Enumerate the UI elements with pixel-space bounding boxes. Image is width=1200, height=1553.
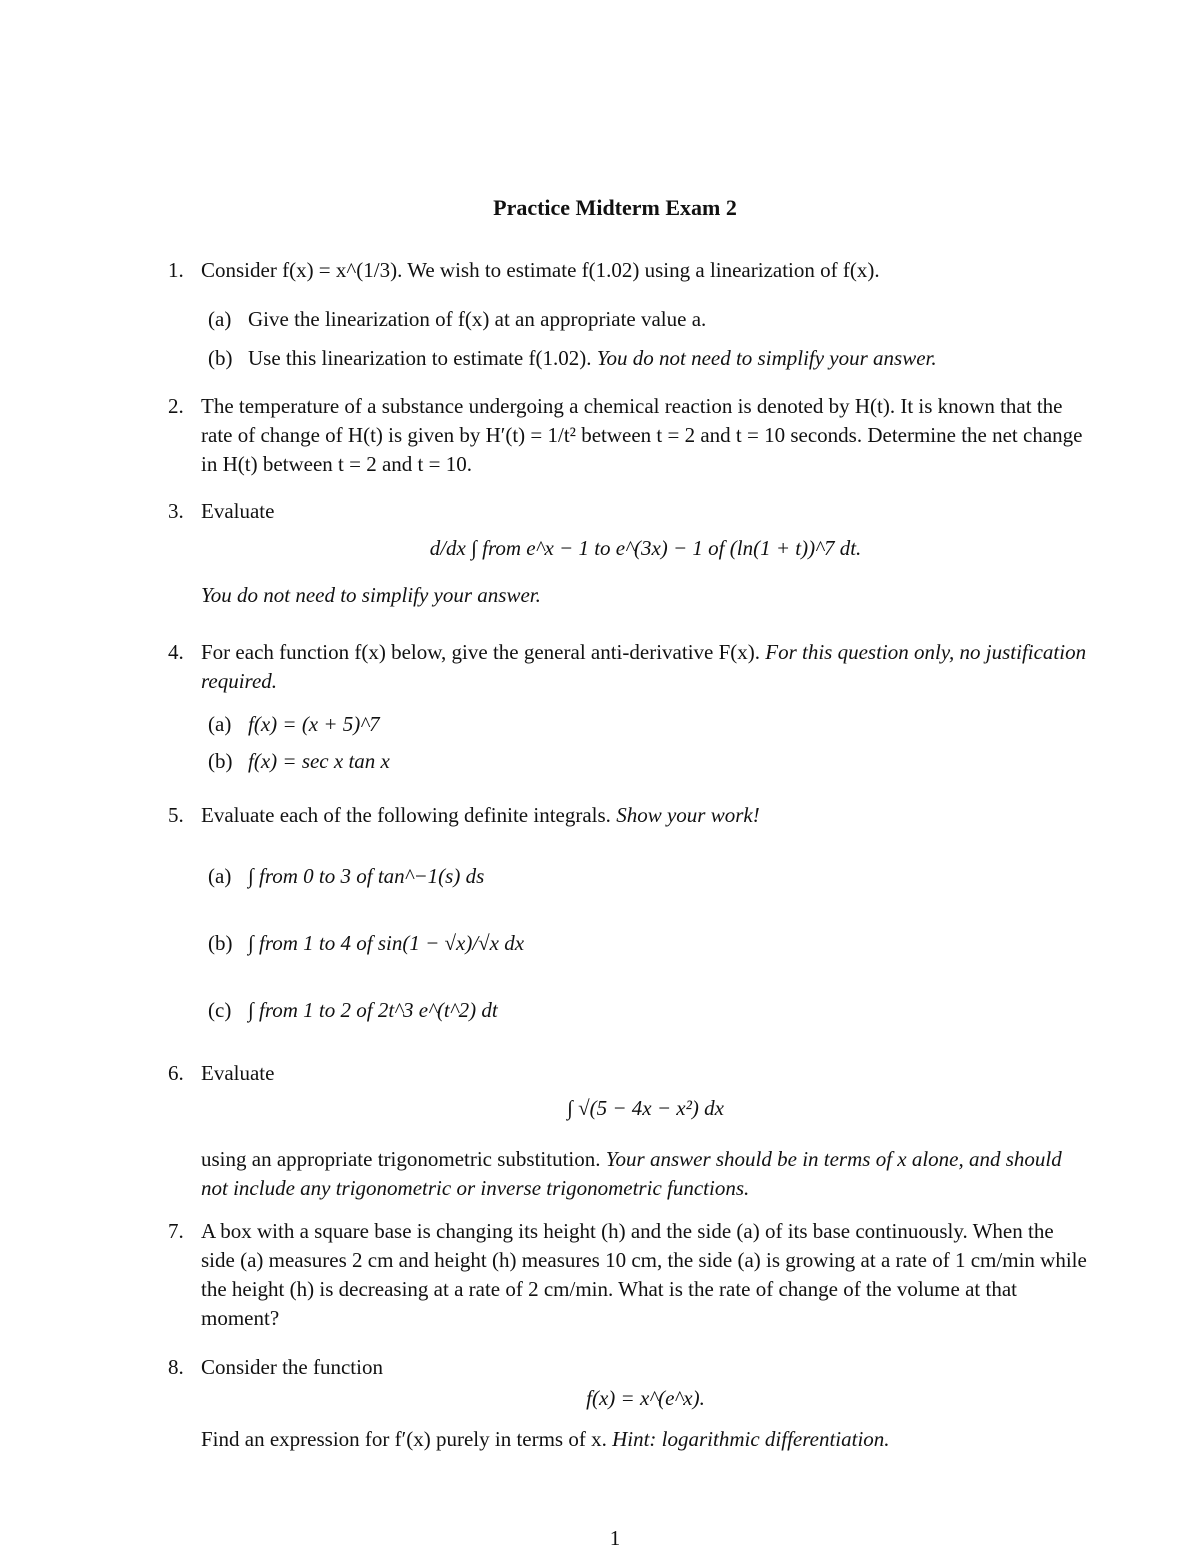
question-5-part-c	[208, 996, 1090, 1025]
question-number: 8.	[168, 1355, 184, 1379]
part-label: (a)	[208, 307, 232, 331]
question-1-part-a	[208, 305, 1090, 334]
question-text: For each function f(x) below, give the general anti-derivative F(x).	[201, 640, 761, 664]
question-number: 5.	[168, 803, 184, 827]
question-note: Hint: logarithmic differentiation.	[612, 1427, 890, 1451]
question-text: Consider the function	[201, 1355, 383, 1379]
question-text: Evaluate	[201, 1061, 275, 1085]
question-6	[168, 1059, 1090, 1203]
question-2	[168, 392, 1090, 479]
question-text: A box with a square base is changing its height (h) and the side (a) of its base continuously. When the side (a) measures 2 cm and height (h) measures 10 cm, the side (a) is growing at a rate of 1 cm/min while the height (h) is decreasing at a rate of 2 cm/min. What is the rate of change of the volume at that moment?	[201, 1219, 1087, 1330]
question-7	[168, 1217, 1090, 1333]
question-4	[168, 638, 1090, 776]
question-number: 4.	[168, 640, 184, 664]
question-note: Your answer should be in terms of x alone, and should not include any trigonometric or inverse trigonometric functions.	[201, 1147, 1062, 1200]
part-text: Use this linearization to estimate f(1.02).	[248, 346, 592, 370]
question-note: Show your work!	[616, 803, 760, 827]
question-text: The temperature of a substance undergoing a chemical reaction is denoted by H(t). It is known that the rate of change of H(t) is given by H′(t) = 1/t² between t = 2 and t = 10 seconds. Determine the net change in H(t) between t = 2 and t = 10.	[201, 394, 1083, 476]
part-text: ∫ from 1 to 2 of 2t^3 e^(t^2) dt	[248, 998, 498, 1022]
question-number: 7.	[168, 1219, 184, 1243]
part-label: (a)	[208, 712, 232, 736]
question-number: 6.	[168, 1061, 184, 1085]
question-5-part-b	[208, 929, 1090, 958]
question-number: 1.	[168, 258, 184, 282]
question-1	[168, 256, 1090, 373]
part-label: (b)	[208, 749, 233, 773]
question-number: 3.	[168, 499, 184, 523]
question-number: 2.	[168, 394, 184, 418]
question-4-part-b	[208, 747, 1090, 776]
question-formula: f(x) = x^(e^x).	[586, 1386, 705, 1410]
question-8	[168, 1353, 1090, 1454]
question-formula: ∫ √(5 − 4x − x²) dx	[567, 1096, 724, 1120]
question-4-part-a	[208, 710, 1090, 739]
question-after-text: using an appropriate trigonometric substitution.	[201, 1147, 601, 1171]
part-text: f(x) = sec x tan x	[248, 749, 390, 773]
question-3	[168, 497, 1090, 610]
part-text: ∫ from 0 to 3 of tan^−1(s) ds	[248, 864, 485, 888]
question-text: Evaluate each of the following definite integrals.	[201, 803, 611, 827]
exam-title: Practice Midterm Exam 2	[493, 195, 737, 220]
question-5-part-a	[208, 862, 1090, 891]
question-text: Evaluate	[201, 499, 275, 523]
part-text: ∫ from 1 to 4 of sin(1 − √x)/√x dx	[248, 931, 525, 955]
question-text: Consider f(x) = x^(1/3). We wish to estimate f(1.02) using a linearization of f(x).	[201, 258, 880, 282]
part-text: Give the linearization of f(x) at an appropriate value a.	[248, 307, 707, 331]
page-number: 1	[609, 1526, 621, 1550]
part-text: f(x) = (x + 5)^7	[248, 712, 380, 736]
question-1-part-b	[208, 344, 1090, 373]
part-label: (b)	[208, 346, 233, 370]
question-formula: d/dx ∫ from e^x − 1 to e^(3x) − 1 of (ln(1 + t))^7 dt.	[429, 536, 862, 560]
part-label: (b)	[208, 931, 233, 955]
question-note: You do not need to simplify your answer.	[201, 583, 541, 607]
part-label: (a)	[208, 864, 232, 888]
question-note: For this question only, no justification required.	[201, 640, 1087, 693]
question-5	[168, 801, 1090, 1025]
part-note: You do not need to simplify your answer.	[596, 346, 937, 370]
question-after-text: Find an expression for f′(x) purely in terms of x.	[201, 1427, 607, 1451]
part-label: (c)	[208, 998, 232, 1022]
